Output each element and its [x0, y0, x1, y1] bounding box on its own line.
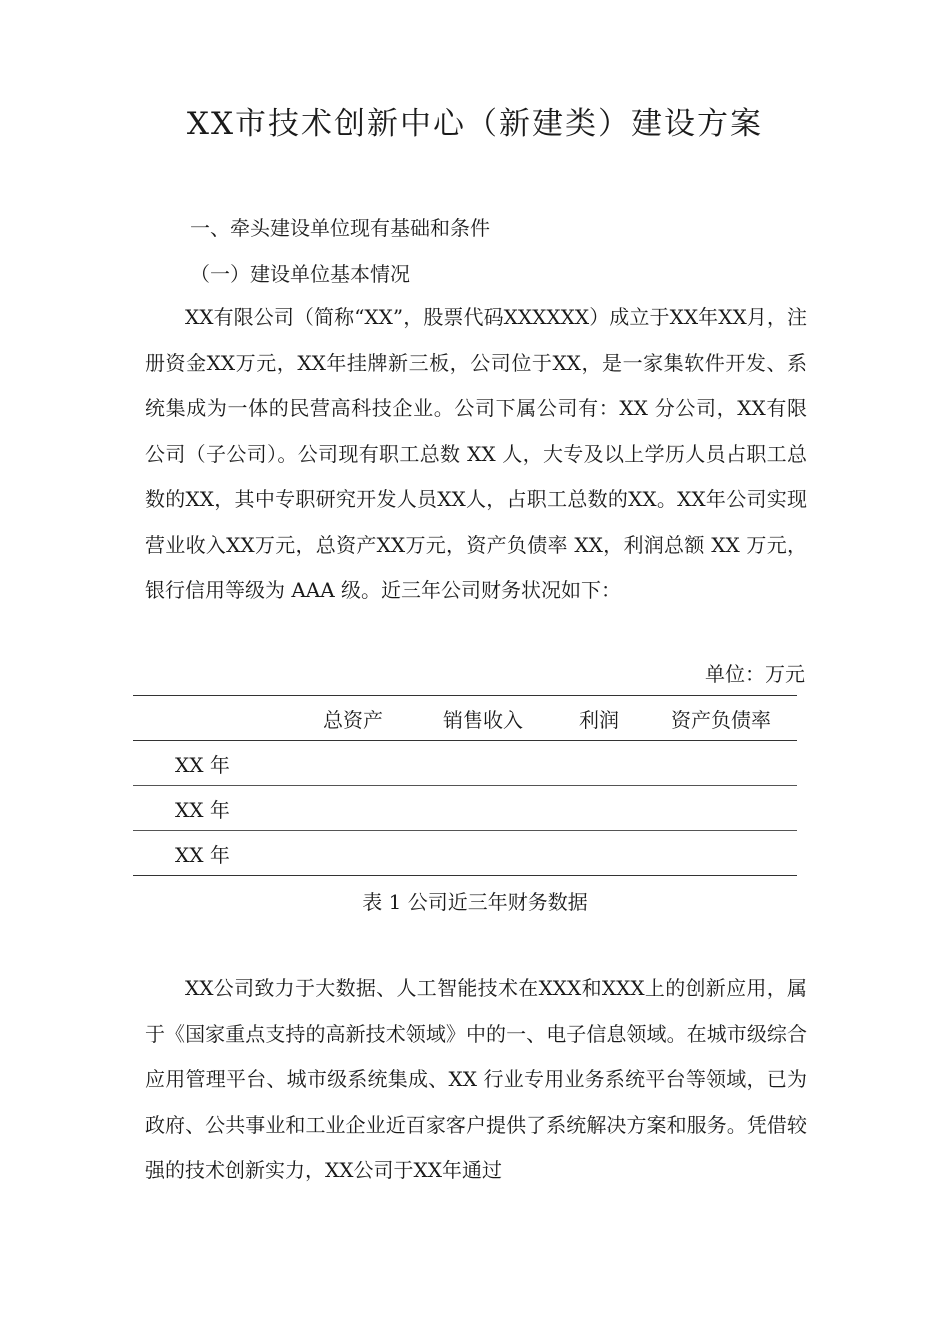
section-heading: 一、牵头建设单位现有基础和条件	[190, 216, 490, 240]
table-caption: 表 1 公司近三年财务数据	[362, 890, 588, 914]
table-row	[133, 786, 797, 831]
table-header-cell: 总资产	[323, 707, 383, 732]
table-cell	[645, 786, 797, 831]
company-business-paragraph: XX公司致力于大数据、人工智能技术在XXX和XXX上的创新应用，属于《国家重点支持的高新技术领域》中的一、电子信息领域。在城市级综合应用管理平台、城市级系统集成、XX 行业专用业务系统平台等领域，已为政府、公共事业和工业企业近百家客户提供了系统解决方案和服务。凭借较强的技术创新实力，XX公司于XX年通过	[145, 976, 807, 1182]
table-cell	[293, 786, 413, 831]
table-header-cell: 销售收入	[443, 707, 523, 732]
table-header-cell: 资产负债率	[671, 707, 771, 732]
table-cell	[553, 741, 645, 786]
table-header-cell	[133, 696, 293, 741]
table-cell	[413, 741, 553, 786]
company-intro-paragraph: XX有限公司（简称“XX”，股票代码XXXXXX）成立于XX年XX月，注册资金XX万元，XX年挂牌新三板，公司位于XX，是一家集软件开发、系统集成为一体的民营高科技企业。公司下属公司有：XX 分公司，XX有限公司（子公司）。公司现有职工总数 XX 人，大专及以上学历人员占职工总数的XX，其中专职研究开发人员XX人，占职工总数的XX。XX年公司实现营业收入XX万元，总资产XX万元，资产负债率 XX，利润总额 XX 万元， 银行信用等级为 AAA 级。近三年公司财务状况如下：	[145, 305, 807, 602]
financial-data-table	[133, 695, 797, 876]
subsection-heading: （一）建设单位基本情况	[190, 262, 410, 286]
document-title: XX市技术创新中心（新建类）建设方案	[186, 106, 764, 142]
table-cell	[413, 786, 553, 831]
row-label: XX 年	[175, 842, 230, 867]
table-unit-label: 单位：万元	[705, 662, 805, 686]
table-cell	[553, 786, 645, 831]
table-cell	[413, 831, 553, 876]
table-header-row	[133, 696, 797, 741]
table-cell	[553, 831, 645, 876]
row-label: XX 年	[175, 797, 230, 822]
table-row	[133, 741, 797, 786]
table-cell	[293, 741, 413, 786]
row-label: XX 年	[175, 752, 230, 777]
table-cell	[645, 831, 797, 876]
table-cell	[293, 831, 413, 876]
table-cell	[645, 741, 797, 786]
table-header-cell: 利润	[579, 707, 619, 732]
table-row	[133, 831, 797, 876]
